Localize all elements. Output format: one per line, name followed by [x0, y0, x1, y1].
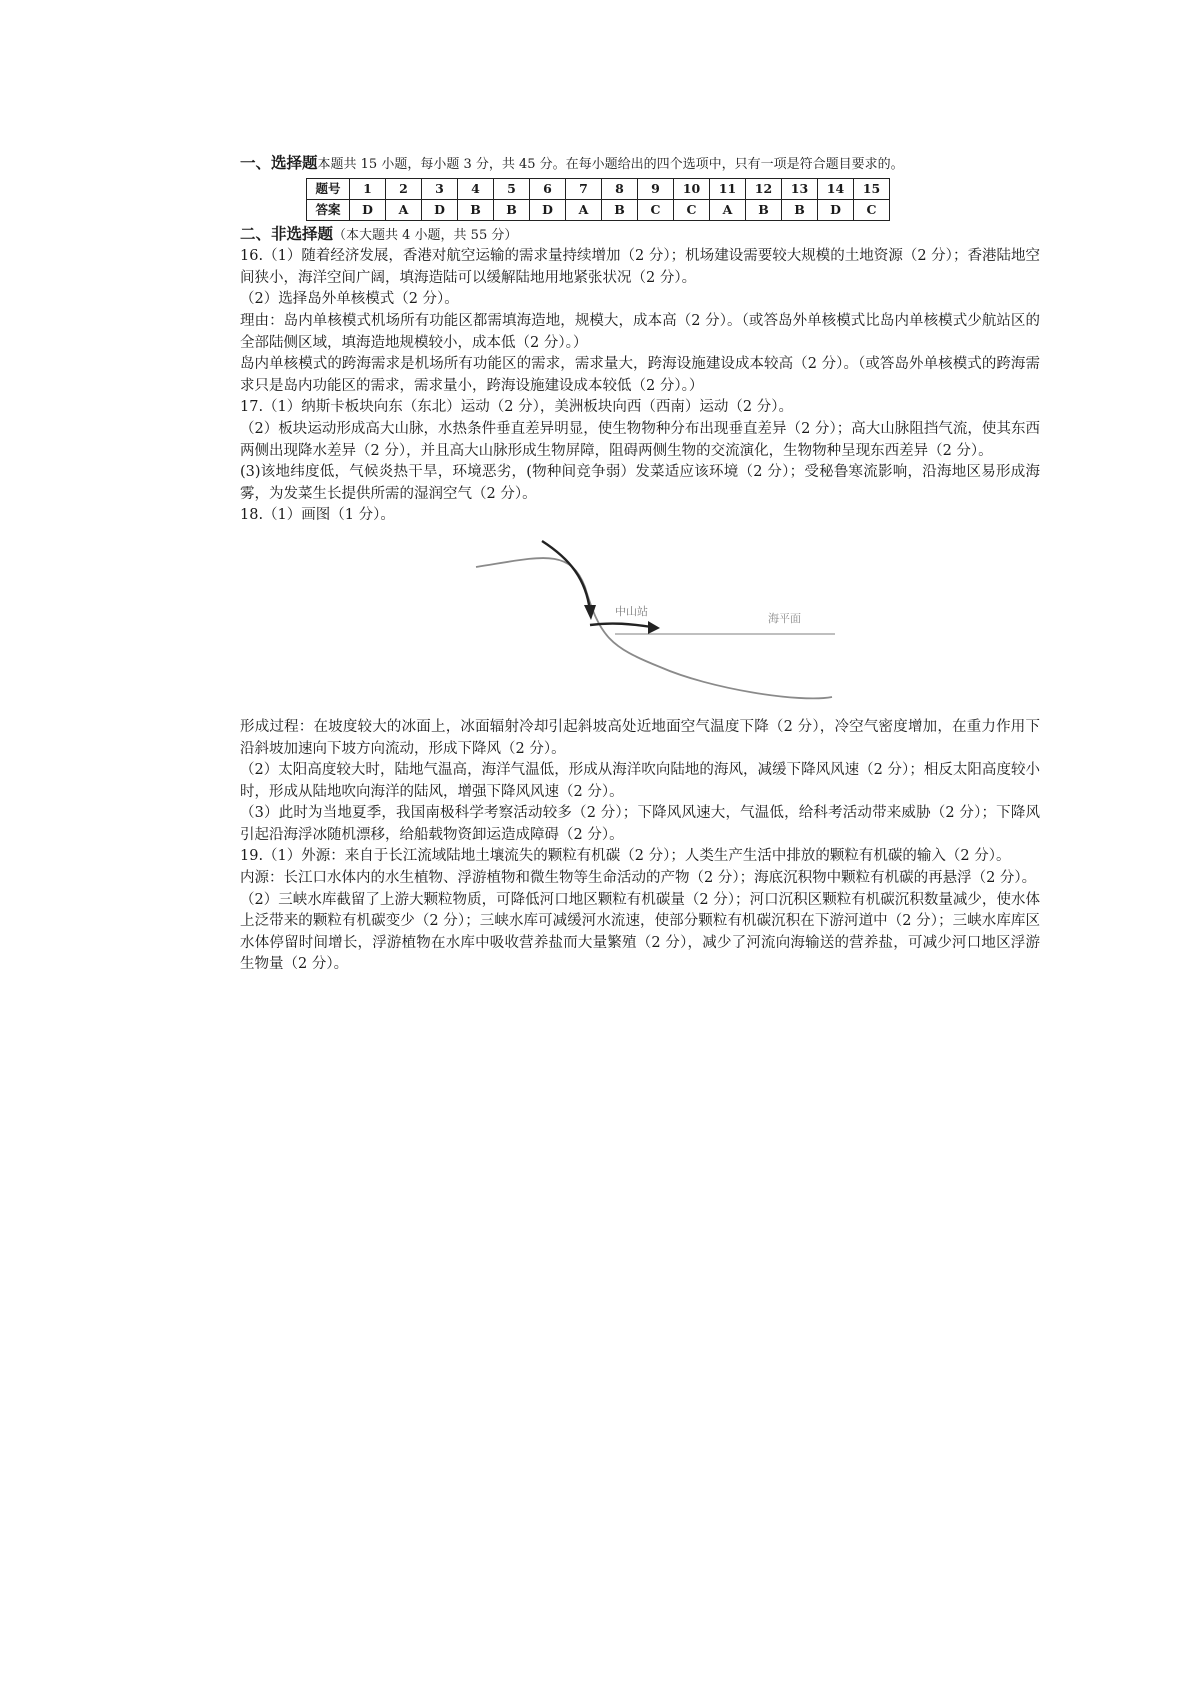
- answer-key-page: [240, 152, 1040, 976]
- question-number: 13: [782, 178, 818, 199]
- q19-internal-source: 内源：长江口水体内的水生植物、浮游植物和微生物等生命活动的产物（2 分）；海底沉积物中颗粒有机碳的再悬浮（2 分）。: [240, 870, 1037, 887]
- answer-cell: D: [818, 199, 854, 220]
- section1-desc: 本题共 15 小题，每小题 3 分，共 45 分。在每小题给出的四个选项中，只有一项是符合题目要求的。: [317, 157, 904, 172]
- question-number: 3: [422, 178, 458, 199]
- q17-part1: 17.（1）纳斯卡板块向东（东北）运动（2 分），美洲板块向西（西南）运动（2 分）。: [240, 399, 793, 416]
- katabatic-wind-diagram: [240, 527, 1040, 717]
- q18-part1: 18.（1）画图（1 分）。: [240, 507, 395, 524]
- q19-part1: 19.（1）外源：来自于长江流域陆地土壤流失的颗粒有机碳（2 分）；人类生产生活中排放的颗粒有机碳的输入（2 分）。: [240, 848, 1011, 865]
- answer-row-label: 答案: [307, 199, 350, 220]
- descending-wind-arrow: [542, 541, 590, 611]
- question-number: 14: [818, 178, 854, 199]
- q17-part2: （2）板块运动形成高大山脉，水热条件垂直差异明显，使生物物种分布出现垂直差异（2 分）；高大山脉阻挡气流，使其东西两侧出现降水差异（2 分），并且高大山脉形成生物屏障，阻碍两侧生物的交流演化，生物物种呈现东西差异（2 分）。: [240, 420, 1040, 459]
- q17-part3: (3)该地纬度低，气候炎热干旱，环境恶劣，(物种间竞争弱）发菜适应该环境（2 分）；受秘鲁寒流影响，沿海地区易形成海雾，为发菜生长提供所需的湿润空气（2 分）。: [240, 464, 1040, 502]
- station-label: 中山站: [615, 604, 648, 618]
- answer-cell: B: [494, 199, 530, 220]
- answer-cell: B: [458, 199, 494, 220]
- q16-part2: （2）选择岛外单核模式（2 分）。: [240, 291, 459, 308]
- answer-cell: B: [602, 199, 638, 220]
- question-number: 9: [638, 178, 674, 199]
- answer-cell: A: [566, 199, 602, 220]
- number-row: [307, 178, 890, 199]
- question-number: 4: [458, 178, 494, 199]
- answer-cell: C: [674, 199, 710, 220]
- answer-cell: B: [782, 199, 818, 220]
- q18-formation: 形成过程：在坡度较大的冰面上，冰面辐射冷却引起斜坡高处近地面空气温度下降（2 分），冷空气密度增加，在重力作用下沿斜坡加速向下坡方向流动，形成下降风（2 分）。: [240, 718, 1040, 757]
- section2-desc: （本大题共 4 小题，共 55 分）: [333, 227, 518, 243]
- q18-part2: （2）太阳高度较大时，陆地气温高，海洋气温低，形成从海洋吹向陆地的海风，减缓下降风风速（2 分）；相反太阳高度较小时，形成从陆地吹向海洋的陆风，增强下降风风速（2 分）。: [240, 762, 1040, 800]
- question-number: 15: [854, 178, 890, 199]
- offshore-wind-arrowhead: [648, 621, 660, 634]
- section2-heading: [240, 223, 1040, 247]
- answer-cell: A: [386, 199, 422, 220]
- question-number: 2: [386, 178, 422, 199]
- question-number: 10: [674, 178, 710, 199]
- question-number: 6: [530, 178, 566, 199]
- q18-part3: （3）此时为当地夏季，我国南极科学考察活动较多（2 分）；下降风风速大，气温低，给科考活动带来威胁（2 分）；下降风引起沿海浮冰随机漂移，给船载物资卸运造成障碍（2 分）。: [240, 805, 1040, 843]
- section2-title: 二、非选择题: [240, 223, 334, 243]
- answer-cell: D: [422, 199, 458, 220]
- answer-cell: D: [530, 199, 566, 220]
- section1-title: 一、选择题: [240, 153, 318, 172]
- question-number: 8: [602, 178, 638, 199]
- q19-part2: （2）三峡水库截留了上游大颗粒物质，可降低河口地区颗粒有机碳量（2 分）；河口沉积区颗粒有机碳沉积数量减少，使水体上泛带来的颗粒有机碳变少（2 分）；三峡水库可减缓河水流速，使部分颗粒有机碳沉积在下游河道中（2 分）；三峡水库库区水体停留时间增长，浮游植物在水库中吸收营养盐而大量繁殖（2 分），减少了河流向海输送的营养盐，可减少河口地区浮游生物量（2 分）。: [240, 891, 1040, 973]
- question-number: 5: [494, 178, 530, 199]
- number-row-label: 题号: [307, 178, 350, 199]
- answer-row: [307, 199, 890, 220]
- answer-cell: D: [350, 199, 386, 220]
- q16-reason: 理由：岛内单核模式机场所有功能区都需填海造地，规模大，成本高（2 分）。（或答岛外单核模式比岛内单核模式少航站区的全部陆侧区域，填海造地规模较小，成本低（2 分）。）: [240, 312, 1040, 351]
- q16-reason-2: 岛内单核模式的跨海需求是机场所有功能区的需求，需求量大，跨海设施建设成本较高（2 分）。（或答岛外单核模式的跨海需求只是岛内功能区的需求，需求量小，跨海设施建设成本较低（2 分）。）: [240, 356, 1040, 394]
- answer-cell: C: [854, 199, 890, 220]
- q16-part1: 16.（1）随着经济发展，香港对航空运输的需求量持续增加（2 分）；机场建设需要较大规模的土地资源（2 分）；香港陆地空间狭小，海洋空间广阔，填海造陆可以缓解陆地用地紧张状况（2 分）。: [240, 248, 1040, 286]
- answer-cell: A: [710, 199, 746, 220]
- section1-heading: [240, 152, 1040, 176]
- question-number: 7: [566, 178, 602, 199]
- answer-cell: B: [746, 199, 782, 220]
- question-number: 1: [350, 178, 386, 199]
- answer-cell: C: [638, 199, 674, 220]
- sea-level-label: 海平面: [768, 611, 801, 625]
- question-number: 12: [746, 178, 782, 199]
- question-number: 11: [710, 178, 746, 199]
- answer-table: [306, 178, 890, 221]
